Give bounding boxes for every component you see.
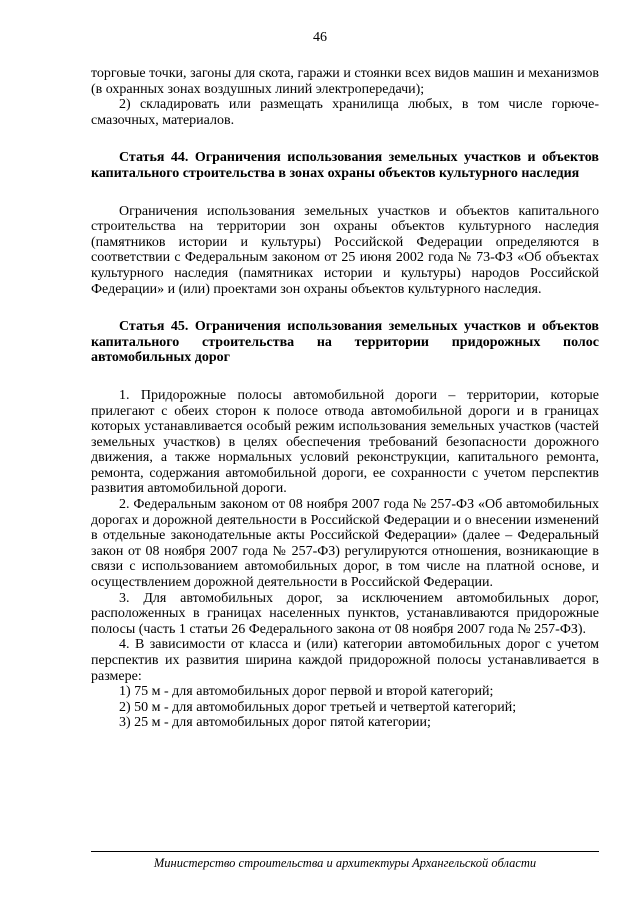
body-paragraph: 2) складировать или размещать хранилища любых, в том числе горюче-смазочных, материалов. [91, 97, 599, 128]
list-item: 1) 75 м - для автомобильных дорог первой и второй категорий; [119, 684, 494, 700]
article-45-heading: Статья 45. Ограничения использования земельных участков и объектов капитального строительства на территории придорожных полос автомобильных дорог [91, 319, 599, 366]
body-paragraph: 4. В зависимости от класса и (или) категории автомобильных дорог с учетом перспектив их развития ширина каждой придорожной полосы устанавливается в размере: [91, 637, 599, 684]
page-footer: Министерство строительства и архитектуры Архангельской области [153, 856, 537, 870]
body-paragraph: 3. Для автомобильных дорог, за исключением автомобильных дорог, расположенных в границах населенных пунктов, устанавливаются придорожные полосы (часть 1 статьи 26 Федерального закона от 08 ноября 2007 года № 257-ФЗ). [91, 590, 599, 637]
body-paragraph: торговые точки, загоны для скота, гаражи и стоянки всех видов машин и механизмов (в охранных зонах воздушных линий электропередачи); [91, 66, 599, 97]
body-paragraph: 2. Федеральным законом от 08 ноября 2007 года № 257-ФЗ «Об автомобильных дорогах и дорожной деятельности в Российской Федерации и о внесении изменений в отдельные законодательные акты Российской Федерации» (далее – Федеральный закон от 08 ноября 2007 года № 257-ФЗ) регулируются отношения, возникающие в связи с использованием автомобильных дорог, в том числе на платной основе, и осуществлением дорожной деятельности в Российской Федерации. [91, 497, 599, 591]
body-paragraph: 1. Придорожные полосы автомобильной дороги – территории, которые прилегают с обеих сторон к полосе отвода автомобильной дороги и в границах которых устанавливается особый режим использования земельных участков (частей земельных участков) в целях обеспечения требований безопасности дорожного движения, а также нормальных условий реконструкции, капитального ремонта, ремонта, содержания автомобильной дороги, ее сохранности с учетом перспектив развития автомобильной дороги. [91, 387, 599, 497]
footer-divider [91, 851, 599, 852]
article-44-heading: Статья 44. Ограничения использования земельных участков и объектов капитального строительства в зонах охраны объектов культурного наследия [91, 150, 599, 181]
body-paragraph: Ограничения использования земельных участков и объектов капитального строительства на территории зон охраны объектов культурного наследия (памятников истории и культуры) Российской Федерации определяются в соответствии с Федеральным законом от 25 июня 2002 года № 73-ФЗ «Об объектах культурного наследия (памятниках истории и культуры) народов Российской Федерации» и (или) проектами зон охраны объектов культурного наследия. [91, 203, 599, 297]
list-item: 3) 25 м - для автомобильных дорог пятой категории; [119, 715, 431, 731]
list-item: 2) 50 м - для автомобильных дорог третьей и четвертой категорий; [119, 699, 517, 715]
page-body [91, 66, 599, 731]
page-number: 46 [313, 30, 327, 45]
